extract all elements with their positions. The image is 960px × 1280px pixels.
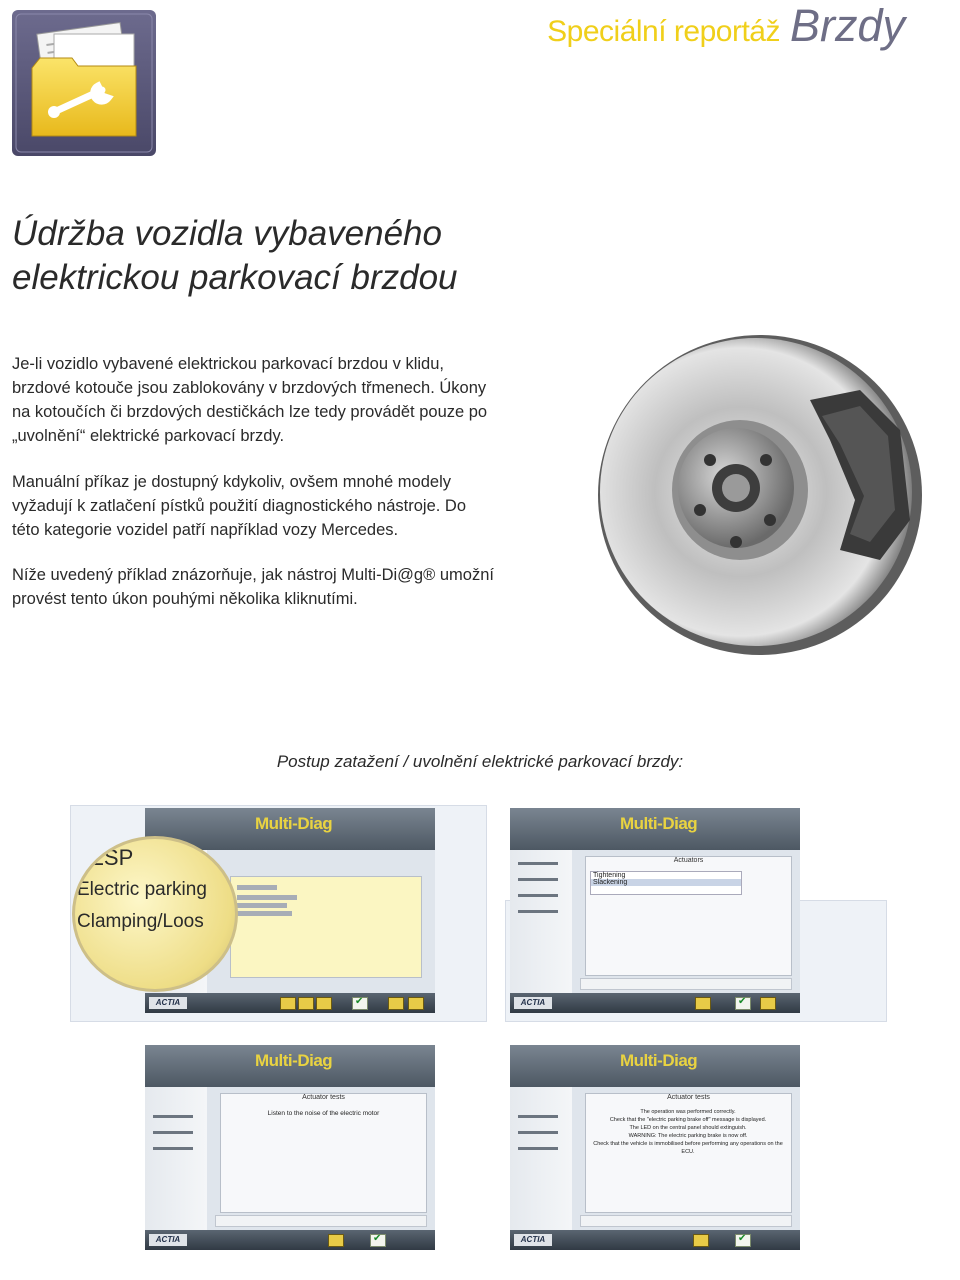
text-line: této kategorie vozidel patří například vozy Mercedes. [12,521,399,539]
ecu-panel [230,876,422,978]
toolbar-button[interactable] [316,997,332,1010]
screenshot-2 [510,808,800,1013]
magnifier-lens [72,836,238,992]
bottom-toolbar [145,1230,435,1250]
paragraph-example [12,563,582,611]
actuators-panel [585,856,792,976]
actuator-tests-panel [220,1093,427,1213]
sidebar [510,1087,572,1230]
magnified-text: Clamping/Loos [77,911,204,932]
app-header [510,808,800,850]
confirm-button[interactable] [370,1234,386,1247]
result-line: WARNING: The electric parking brake is now off. [628,1133,748,1139]
sidebar [145,1087,207,1230]
brake-disc-image [570,320,960,660]
article-title-line: Údržba vozidla vybaveného [12,214,442,253]
text-line: brzdové kotouče jsou zablokovány v brzdových třmenech. Úkony [12,379,487,397]
confirm-button[interactable] [735,1234,751,1247]
screenshot-3 [145,1045,435,1250]
actuator-item-selected[interactable]: Slackening [591,879,741,886]
vendor-logo: ACTIA [149,1234,187,1246]
text-line: vyžadují k zatlačení pístků použití diagnostického nástroje. Do [12,497,466,515]
toolbar-button[interactable] [408,997,424,1010]
screenshot-4 [510,1045,800,1250]
toolbar-button[interactable] [280,997,296,1010]
app-name: Multi-Diag [255,814,333,833]
app-name: Multi-Diag [255,1051,333,1070]
toolbar-button[interactable] [760,997,776,1010]
toolbar-button[interactable] [693,1234,709,1247]
text-line: Je-li vozidlo vybavené elektrickou parkovací brzdou v klidu, [12,355,444,373]
text-line: „uvolnění“ elektrické parkovací brzdy. [12,427,285,445]
text-line: na kotoučích či brzdových destičkách lze tedy provádět pouze po [12,403,488,421]
actuator-item[interactable]: Tightening [593,872,626,879]
text-line: Manuální příkaz je dostupný kdykoliv, ovšem mnohé modely [12,473,451,491]
vendor-logo: ACTIA [149,997,187,1009]
app-header [145,1045,435,1087]
folder-wrench-icon [10,8,158,158]
confirm-button[interactable] [352,997,368,1010]
panel-title: Actuator tests [302,1094,345,1101]
result-line: Check that the vehicle is immobilised before performing any operations on the ECU. [593,1141,783,1155]
toolbar-button[interactable] [695,997,711,1010]
result-line: The LED on the central panel should extinguish. [629,1125,747,1131]
toolbar-button[interactable] [328,1234,344,1247]
magnified-text: / ESP [77,845,134,870]
article-title [12,212,632,300]
text-line: provést tento úkon pouhými několika kliknutími. [12,590,358,608]
panel-title: Actuators [673,857,704,864]
paragraph-manual [12,470,582,542]
vendor-logo: ACTIA [514,997,552,1009]
confirm-button[interactable] [735,997,751,1010]
header-title: Brzdy [789,0,905,51]
app-name: Multi-Diag [620,1051,698,1070]
toolbar-button[interactable] [388,997,404,1010]
app-name: Multi-Diag [620,814,698,833]
status-bar [215,1215,427,1227]
status-bar [580,978,792,990]
result-line: The operation was performed correctly. [640,1109,736,1115]
sidebar [510,850,572,993]
toolbar-button[interactable] [298,997,314,1010]
actuator-tests-panel [585,1093,792,1213]
vendor-logo: ACTIA [514,1234,552,1246]
panel-title: Actuator tests [667,1094,710,1101]
section-header [547,0,905,56]
instruction-text: Listen to the noise of the electric motor [267,1110,380,1117]
status-bar [580,1215,792,1227]
app-header [510,1045,800,1087]
result-line: Check that the "electric parking brake off" message is displayed. [609,1117,767,1123]
bottom-toolbar [510,1230,800,1250]
magnified-text: Electric parking [77,879,207,900]
bottom-toolbar [510,993,800,1013]
article-title-line: elektrickou parkovací brzdou [12,258,458,297]
paragraph-intro [12,352,582,448]
text-line: Níže uvedený příklad znázorňuje, jak nástroj Multi-Di@g® umožní [12,566,494,584]
header-subtitle: Speciální reportáž [547,15,780,48]
procedure-caption: Postup zatažení / uvolnění elektrické parkovací brzdy: [276,752,684,771]
